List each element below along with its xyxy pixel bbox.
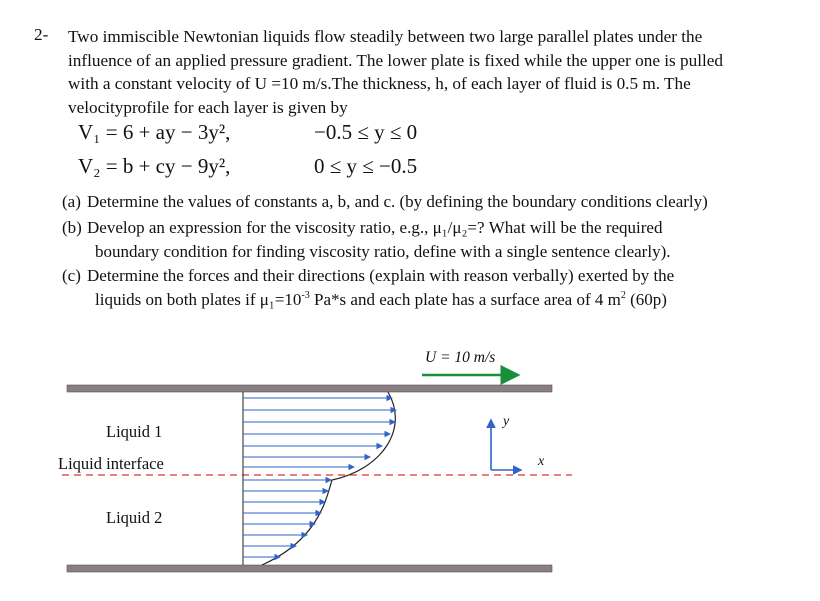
equation-v1-range: −0.5 ≤ y ≤ 0 bbox=[314, 120, 418, 144]
intro-line-3: with a constant velocity of U =10 m/s.The thickness, h, of each layer of fluid is 0.5 m. The bbox=[68, 74, 691, 93]
part-c-line1: Determine the forces and their directions (explain with reason verbally) exerted by the bbox=[87, 266, 675, 285]
part-a-text: Determine the values of constants a, b, and c. (by defining the boundary conditions clearly) bbox=[87, 192, 708, 211]
velocity-label: U = 10 m/s bbox=[425, 349, 496, 366]
part-b-line1: Develop an expression for the viscosity ratio, e.g., μ₁/μ₂=? What will be the required bbox=[87, 218, 663, 237]
problem-number: 2- bbox=[34, 25, 49, 44]
liquid2-label: Liquid 2 bbox=[106, 508, 163, 527]
x-axis-label: x bbox=[538, 454, 545, 469]
part-b-label: (b) bbox=[62, 218, 82, 237]
liquid1-velocity-arrows bbox=[243, 398, 396, 467]
part-c-line2: liquids on both plates if $\mu_1=10^{-3}$ Pa*s and each plate has a surface area of 4 $m^2$ (60p) bbox=[95, 290, 667, 309]
intro-line-4: velocityprofile for each layer is given by bbox=[68, 97, 348, 117]
equation-v2: V₂ = b + cy − 9y², bbox=[78, 154, 231, 178]
interface-label: Liquid interface bbox=[58, 454, 164, 473]
equation-v2-range: 0 ≤ y ≤ −0.5 bbox=[314, 154, 418, 178]
part-a-label: (a) bbox=[62, 192, 81, 211]
velocity-profile-curve bbox=[262, 392, 395, 565]
upper-plate bbox=[67, 385, 552, 392]
intro-line-2: influence of an applied pressure gradient. The lower plate is fixed while the upper one is pulled bbox=[68, 50, 723, 70]
part-c-label: (c) bbox=[62, 266, 81, 285]
equation-v1: V₁ = 6 + ay − 3y², bbox=[78, 120, 231, 144]
liquid1-label: Liquid 1 bbox=[106, 422, 163, 441]
part-b-line2: boundary condition for finding viscosity ratio, define with a single sentence clearly). bbox=[95, 242, 671, 261]
intro-line-1: Two immiscible Newtonian liquids flow steadily between two large parallel plates under the bbox=[68, 27, 703, 46]
lower-plate bbox=[67, 565, 552, 572]
liquid2-velocity-arrows bbox=[243, 480, 331, 557]
y-axis-label: y bbox=[503, 414, 510, 429]
